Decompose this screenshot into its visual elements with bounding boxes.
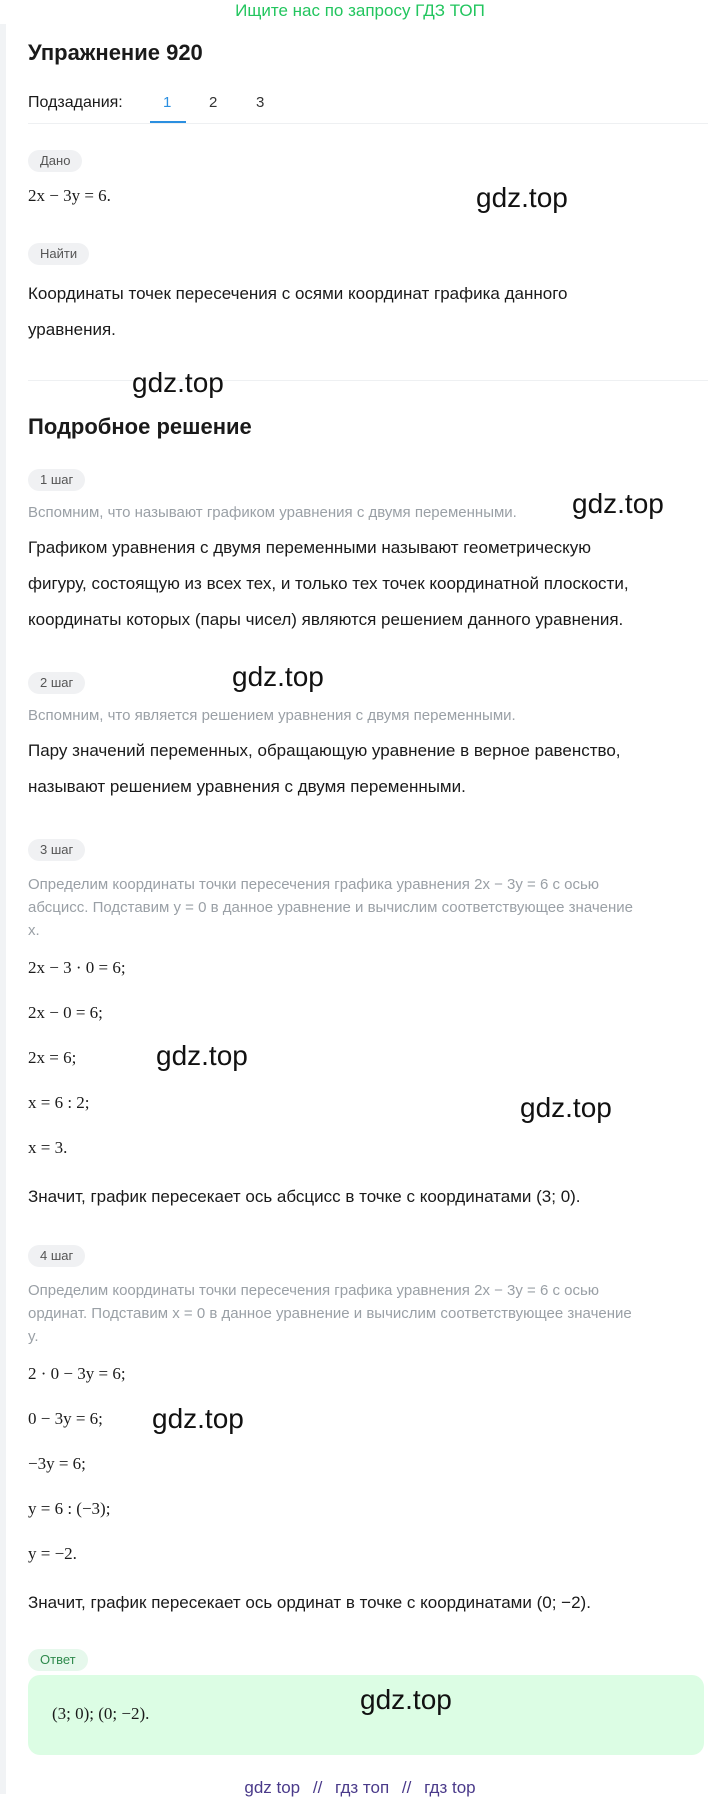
- card-edge: [0, 24, 6, 1794]
- step-3-math-3: 2x = 6;: [28, 1048, 77, 1067]
- watermark-text: gdz.top: [476, 182, 568, 213]
- step-4-math-5: y = −2.: [28, 1544, 77, 1563]
- footer-separator: //: [312, 1778, 323, 1797]
- step-4-math-1: 2 · 0 − 3y = 6;: [28, 1364, 126, 1383]
- answer-badge: Ответ: [28, 1649, 88, 1671]
- step-4-math-4: y = 6 : (−3);: [28, 1499, 111, 1518]
- footer-link-gdz-top[interactable]: gdz top: [244, 1778, 301, 1797]
- footer-links: [0, 1778, 720, 1798]
- step-3-badge: 3 шаг: [28, 839, 85, 861]
- step-3-hint-line-3: x.: [28, 922, 40, 939]
- step-1-badge: 1 шаг: [28, 469, 85, 491]
- step-4-hint-line-3: y.: [28, 1328, 39, 1345]
- step-1-line-1: Графиком уравнения с двумя переменными называют геометрическую: [28, 538, 591, 557]
- step-3-hint-line-1: Определим координаты точки пересечения графика уравнения 2x − 3y = 6 с осью: [28, 876, 600, 893]
- step-4-badge: 4 шаг: [28, 1245, 85, 1267]
- watermark-text: gdz.top: [520, 1092, 612, 1123]
- watermark-text: gdz.top: [232, 661, 324, 692]
- step-4-math-3: −3y = 6;: [28, 1454, 86, 1473]
- watermark-text: gdz.top: [156, 1040, 248, 1071]
- step-3-math-5: x = 3.: [28, 1138, 68, 1157]
- step-4-hint-line-1: Определим координаты точки пересечения графика уравнения 2x − 3y = 6 с осью: [28, 1282, 600, 1299]
- footer-link-gdz-top-ru[interactable]: гдз топ: [335, 1778, 390, 1797]
- watermark-text: gdz.top: [572, 488, 664, 519]
- watermark-text: gdz.top: [152, 1403, 244, 1434]
- step-4-conclusion: Значит, график пересекает ось ординат в точке с координатами (0; −2).: [28, 1593, 591, 1612]
- find-text-line-1: Координаты точек пересечения с осями координат графика данного: [28, 284, 568, 303]
- tabs-divider: [28, 123, 708, 124]
- watermark-text: gdz.top: [132, 367, 224, 398]
- tab-subtask-3[interactable]: 3: [256, 94, 265, 111]
- footer-separator: //: [401, 1778, 412, 1797]
- step-2-line-2: называют решением уравнения с двумя переменными.: [28, 777, 466, 796]
- step-3-math-2: 2x − 0 = 6;: [28, 1003, 103, 1022]
- active-tab-indicator: [150, 121, 186, 123]
- step-3-hint-line-2: абсцисс. Подставим y = 0 в данное уравнение и вычислим соответствующее значение: [28, 899, 633, 916]
- find-badge: Найти: [28, 243, 89, 265]
- step-1-line-3: координаты которых (пары чисел) являются решением данного уравнения.: [28, 610, 624, 629]
- find-text-line-2: уравнения.: [28, 320, 116, 339]
- step-2-hint: Вспомним, что является решением уравнения с двумя переменными.: [28, 707, 516, 724]
- given-expression: 2x − 3y = 6.: [28, 186, 111, 205]
- step-4-math-2: 0 − 3y = 6;: [28, 1409, 103, 1428]
- watermark-text: gdz.top: [360, 1684, 452, 1715]
- tab-subtask-2[interactable]: 2: [209, 94, 218, 111]
- step-3-math-4: x = 6 : 2;: [28, 1093, 90, 1112]
- step-2-line-1: Пару значений переменных, обращающую уравнение в верное равенство,: [28, 741, 621, 760]
- step-3-conclusion: Значит, график пересекает ось абсцисс в точке с координатами (3; 0).: [28, 1187, 581, 1206]
- step-1-line-2: фигуру, состоящую из всех тех, и только тех точек координатной плоскости,: [28, 574, 629, 593]
- subtasks-label: Подзадания:: [28, 94, 123, 111]
- page-title: Упражнение 920: [28, 40, 203, 65]
- answer-value: (3; 0); (0; −2).: [52, 1704, 150, 1723]
- step-3-math-1: 2x − 3 · 0 = 6;: [28, 958, 126, 977]
- step-2-badge: 2 шаг: [28, 672, 85, 694]
- step-4-hint-line-2: ординат. Подставим x = 0 в данное уравнение и вычислим соответствующее значение: [28, 1305, 632, 1322]
- top-banner[interactable]: Ищите нас по запросу ГДЗ ТОП: [235, 1, 485, 20]
- tab-subtask-1[interactable]: 1: [163, 94, 172, 111]
- step-1-hint: Вспомним, что называют графиком уравнения с двумя переменными.: [28, 504, 517, 521]
- given-badge: Дано: [28, 150, 82, 172]
- section-divider: [28, 380, 708, 381]
- solution-title: Подробное решение: [28, 414, 252, 439]
- footer-link-gdz-top-mixed[interactable]: гдз top: [424, 1778, 476, 1797]
